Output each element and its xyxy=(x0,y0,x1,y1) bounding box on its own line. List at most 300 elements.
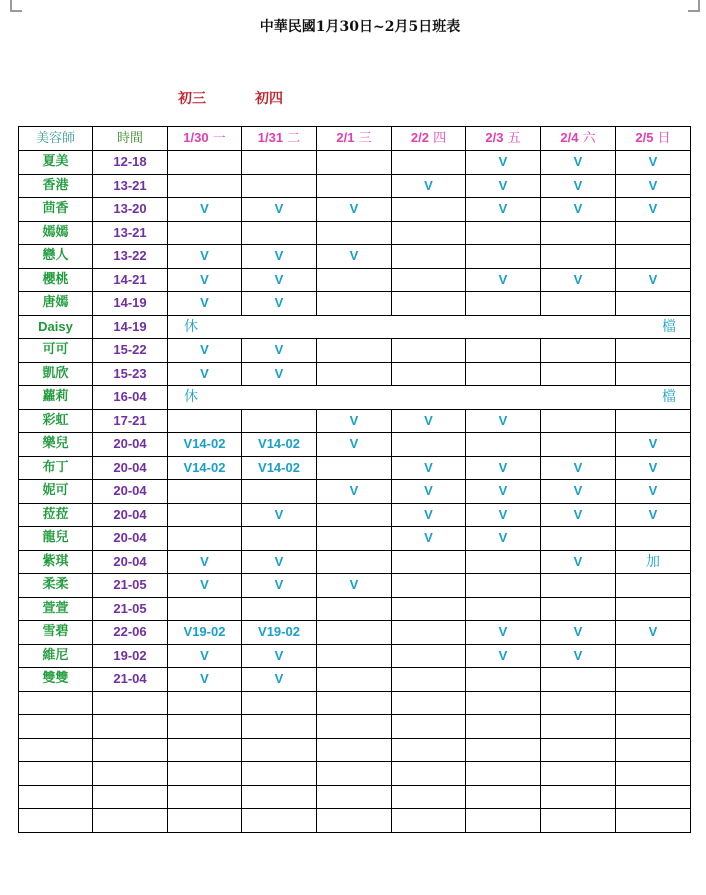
shift-cell xyxy=(168,503,242,527)
shift-time: 16-04 xyxy=(93,386,168,410)
shift-cell: V xyxy=(466,621,541,645)
shift-cell xyxy=(168,480,242,504)
shift-cell xyxy=(466,597,541,621)
shift-cell: V14-02 xyxy=(242,433,317,457)
leave-span xyxy=(168,315,691,339)
shift-time: 13-22 xyxy=(93,245,168,269)
shift-cell: V xyxy=(392,527,466,551)
shift-cell: V xyxy=(242,668,317,692)
empty-cell xyxy=(392,809,466,833)
shift-cell: V xyxy=(541,550,616,574)
shift-cell: V19-02 xyxy=(242,621,317,645)
table-row xyxy=(19,668,691,692)
shift-cell xyxy=(242,174,317,198)
empty-cell xyxy=(168,738,242,762)
shift-time: 15-23 xyxy=(93,362,168,386)
shift-cell xyxy=(317,456,392,480)
shift-cell xyxy=(541,409,616,433)
empty-cell xyxy=(616,738,691,762)
shift-cell: V xyxy=(242,503,317,527)
empty-cell xyxy=(541,809,616,833)
shift-cell: V xyxy=(541,503,616,527)
empty-cell xyxy=(317,809,392,833)
staff-name: 雙雙 xyxy=(19,668,93,692)
shift-time: 13-21 xyxy=(93,174,168,198)
shift-time: 14-19 xyxy=(93,315,168,339)
shift-cell: V xyxy=(541,174,616,198)
shift-cell: V xyxy=(317,574,392,598)
header-date-number: 2/2 xyxy=(410,130,429,145)
staff-name: 香港 xyxy=(19,174,93,198)
empty-cell xyxy=(93,691,168,715)
shift-cell xyxy=(392,198,466,222)
shift-time: 20-04 xyxy=(93,433,168,457)
shift-cell: V14-02 xyxy=(168,433,242,457)
header-time: 時間 xyxy=(93,127,168,151)
shift-cell xyxy=(466,550,541,574)
table-row xyxy=(19,221,691,245)
page-corner-mark-left xyxy=(10,0,22,12)
shift-cell: V xyxy=(616,151,691,175)
header-date-number: 1/30 xyxy=(183,130,209,145)
shift-cell xyxy=(168,597,242,621)
shift-cell: V xyxy=(168,292,242,316)
header-date-number: 2/3 xyxy=(485,130,504,145)
staff-name: 柔柔 xyxy=(19,574,93,598)
shift-cell xyxy=(616,409,691,433)
shift-cell xyxy=(317,621,392,645)
table-row xyxy=(19,409,691,433)
shift-time: 20-04 xyxy=(93,456,168,480)
shift-time: 21-05 xyxy=(93,574,168,598)
empty-cell xyxy=(392,691,466,715)
empty-cell xyxy=(242,762,317,786)
empty-cell xyxy=(19,715,93,739)
shift-cell: V xyxy=(317,433,392,457)
shift-cell xyxy=(616,527,691,551)
shift-cell: V xyxy=(541,644,616,668)
shift-cell xyxy=(616,644,691,668)
empty-cell xyxy=(93,738,168,762)
shift-cell: V xyxy=(466,268,541,292)
leave-span xyxy=(168,386,691,410)
shift-cell xyxy=(541,362,616,386)
staff-name: 可可 xyxy=(19,339,93,363)
empty-cell xyxy=(392,785,466,809)
shift-time: 12-18 xyxy=(93,151,168,175)
leave-end-label: 檔 xyxy=(662,389,676,405)
shift-cell xyxy=(317,597,392,621)
empty-cell xyxy=(541,785,616,809)
shift-cell xyxy=(541,433,616,457)
shift-cell xyxy=(168,527,242,551)
table-row xyxy=(19,480,691,504)
empty-cell xyxy=(168,691,242,715)
shift-cell: V xyxy=(317,245,392,269)
table-row xyxy=(19,644,691,668)
shift-cell: V xyxy=(317,480,392,504)
empty-cell xyxy=(466,785,541,809)
shift-cell: V xyxy=(168,574,242,598)
header-date-number: 2/4 xyxy=(560,130,579,145)
staff-name: 嫣嫣 xyxy=(19,221,93,245)
shift-cell xyxy=(242,480,317,504)
shift-cell xyxy=(242,409,317,433)
page-corner-mark-right xyxy=(688,0,700,12)
shift-cell: V xyxy=(168,245,242,269)
empty-cell xyxy=(242,738,317,762)
staff-name: 布丁 xyxy=(19,456,93,480)
shift-cell: V xyxy=(616,480,691,504)
shift-time: 21-04 xyxy=(93,668,168,692)
empty-cell xyxy=(242,691,317,715)
empty-cell xyxy=(392,762,466,786)
shift-cell xyxy=(317,527,392,551)
shift-cell: V xyxy=(616,456,691,480)
shift-cell xyxy=(242,151,317,175)
shift-cell: V xyxy=(616,198,691,222)
shift-cell: V xyxy=(541,268,616,292)
empty-cell xyxy=(466,691,541,715)
shift-cell xyxy=(541,292,616,316)
staff-name: 龍兒 xyxy=(19,527,93,551)
header-weekday: 六 xyxy=(582,131,596,146)
empty-cell xyxy=(616,809,691,833)
shift-cell xyxy=(541,527,616,551)
shift-cell: V xyxy=(392,174,466,198)
empty-cell xyxy=(466,762,541,786)
staff-name: 夏美 xyxy=(19,151,93,175)
shift-cell: V xyxy=(541,480,616,504)
header-date xyxy=(541,127,616,151)
shift-cell xyxy=(392,362,466,386)
shift-cell: V xyxy=(392,480,466,504)
shift-cell: V xyxy=(242,362,317,386)
staff-name: 萱萱 xyxy=(19,597,93,621)
empty-cell xyxy=(168,715,242,739)
empty-cell xyxy=(616,762,691,786)
shift-cell xyxy=(317,362,392,386)
header-date xyxy=(168,127,242,151)
table-row xyxy=(19,198,691,222)
empty-cell xyxy=(19,762,93,786)
shift-cell xyxy=(392,268,466,292)
shift-cell: V xyxy=(466,503,541,527)
shift-cell: V xyxy=(616,268,691,292)
empty-cell xyxy=(392,715,466,739)
shift-cell: V14-02 xyxy=(242,456,317,480)
shift-cell xyxy=(616,339,691,363)
shift-cell xyxy=(541,339,616,363)
table-row xyxy=(19,456,691,480)
shift-cell: V xyxy=(466,198,541,222)
shift-cell xyxy=(168,221,242,245)
table-row xyxy=(19,433,691,457)
shift-cell: V xyxy=(168,198,242,222)
staff-name: 唐嫣 xyxy=(19,292,93,316)
empty-cell xyxy=(93,809,168,833)
shift-cell xyxy=(466,339,541,363)
shift-cell: V xyxy=(242,245,317,269)
shift-cell: V xyxy=(242,644,317,668)
table-row xyxy=(19,339,691,363)
shift-cell xyxy=(392,245,466,269)
staff-name: 櫻桃 xyxy=(19,268,93,292)
empty-cell xyxy=(93,785,168,809)
shift-cell: V xyxy=(466,174,541,198)
shift-cell: V xyxy=(466,456,541,480)
empty-cell xyxy=(19,691,93,715)
staff-name: 彩虹 xyxy=(19,409,93,433)
header-weekday: 三 xyxy=(358,131,372,146)
staff-name: 菈菈 xyxy=(19,503,93,527)
shift-cell: V xyxy=(541,151,616,175)
shift-cell: V xyxy=(616,503,691,527)
table-row xyxy=(19,503,691,527)
empty-cell xyxy=(168,809,242,833)
empty-row xyxy=(19,785,691,809)
staff-name: 樂兒 xyxy=(19,433,93,457)
shift-time: 13-21 xyxy=(93,221,168,245)
shift-cell xyxy=(392,621,466,645)
shift-cell: V xyxy=(392,456,466,480)
header-date xyxy=(466,127,541,151)
shift-cell: V xyxy=(466,527,541,551)
shift-cell: V xyxy=(168,268,242,292)
shift-cell xyxy=(616,597,691,621)
empty-cell xyxy=(616,785,691,809)
shift-cell xyxy=(541,597,616,621)
shift-cell: V xyxy=(616,174,691,198)
table-row xyxy=(19,597,691,621)
leave-start-label: 休 xyxy=(184,389,198,405)
shift-cell: V xyxy=(541,198,616,222)
shift-cell xyxy=(616,574,691,598)
shift-cell xyxy=(317,221,392,245)
shift-time: 17-21 xyxy=(93,409,168,433)
shift-cell: V xyxy=(541,621,616,645)
shift-cell xyxy=(242,221,317,245)
table-row xyxy=(19,151,691,175)
empty-cell xyxy=(466,809,541,833)
shift-time: 20-04 xyxy=(93,503,168,527)
shift-cell: V xyxy=(317,409,392,433)
header-date-number: 2/5 xyxy=(635,130,654,145)
empty-row xyxy=(19,715,691,739)
shift-cell: V xyxy=(242,198,317,222)
leave-end-label: 檔 xyxy=(662,318,676,335)
shift-cell: 加 xyxy=(616,550,691,574)
shift-cell: V xyxy=(168,550,242,574)
shift-cell xyxy=(317,268,392,292)
table-row xyxy=(19,268,691,292)
header-date xyxy=(392,127,466,151)
shift-time: 22-06 xyxy=(93,621,168,645)
shift-cell xyxy=(616,221,691,245)
shift-cell xyxy=(392,221,466,245)
empty-cell xyxy=(541,691,616,715)
shift-time: 21-05 xyxy=(93,597,168,621)
shift-cell xyxy=(541,574,616,598)
shift-cell xyxy=(616,292,691,316)
staff-name: 雪碧 xyxy=(19,621,93,645)
shift-cell: V xyxy=(392,409,466,433)
shift-cell: V xyxy=(242,550,317,574)
shift-time: 15-22 xyxy=(93,339,168,363)
staff-name: 維尼 xyxy=(19,644,93,668)
table-row xyxy=(19,550,691,574)
header-row xyxy=(19,127,691,151)
shift-time: 20-04 xyxy=(93,550,168,574)
empty-cell xyxy=(242,809,317,833)
shift-cell: V xyxy=(242,292,317,316)
shift-cell: V xyxy=(616,433,691,457)
schedule-table xyxy=(18,126,691,833)
shift-cell: V xyxy=(317,198,392,222)
table-row xyxy=(19,527,691,551)
shift-cell xyxy=(392,668,466,692)
staff-name: 凱欣 xyxy=(19,362,93,386)
shift-cell xyxy=(466,245,541,269)
table-row xyxy=(19,362,691,386)
header-weekday: 四 xyxy=(433,131,447,146)
shift-cell xyxy=(317,292,392,316)
lunar-label-2: 初四 xyxy=(255,91,283,107)
shift-cell: V xyxy=(466,480,541,504)
header-name: 美容師 xyxy=(19,127,93,151)
shift-cell: V xyxy=(466,151,541,175)
header-date-number: 1/31 xyxy=(257,130,284,145)
shift-cell xyxy=(317,644,392,668)
empty-row xyxy=(19,809,691,833)
shift-cell xyxy=(168,151,242,175)
shift-cell xyxy=(466,221,541,245)
shift-cell: V14-02 xyxy=(168,456,242,480)
document-title: 中華民國1月30日~2月5日班表 xyxy=(259,19,461,35)
shift-cell xyxy=(392,433,466,457)
empty-cell xyxy=(19,809,93,833)
empty-cell xyxy=(392,738,466,762)
empty-cell xyxy=(616,715,691,739)
table-row xyxy=(19,292,691,316)
shift-cell: V xyxy=(392,503,466,527)
empty-cell xyxy=(317,785,392,809)
empty-cell xyxy=(168,762,242,786)
header-weekday: 日 xyxy=(657,131,671,146)
shift-cell xyxy=(317,151,392,175)
header-weekday: 一 xyxy=(212,131,226,146)
shift-cell xyxy=(317,339,392,363)
shift-cell xyxy=(466,574,541,598)
empty-cell xyxy=(317,691,392,715)
empty-row xyxy=(19,738,691,762)
staff-name: 茴香 xyxy=(19,198,93,222)
shift-time: 20-04 xyxy=(93,480,168,504)
empty-cell xyxy=(19,785,93,809)
shift-cell xyxy=(392,292,466,316)
shift-cell xyxy=(466,292,541,316)
shift-cell xyxy=(392,550,466,574)
empty-row xyxy=(19,762,691,786)
empty-cell xyxy=(616,691,691,715)
header-date xyxy=(317,127,392,151)
shift-cell xyxy=(392,644,466,668)
shift-cell: V xyxy=(242,574,317,598)
shift-time: 14-21 xyxy=(93,268,168,292)
empty-cell xyxy=(317,762,392,786)
shift-cell xyxy=(317,174,392,198)
header-date xyxy=(616,127,691,151)
shift-cell xyxy=(616,362,691,386)
staff-name: 妮可 xyxy=(19,480,93,504)
shift-cell: V xyxy=(168,339,242,363)
empty-cell xyxy=(541,738,616,762)
leave-start-label: 休 xyxy=(184,318,198,335)
shift-cell xyxy=(541,668,616,692)
shift-cell: V xyxy=(168,644,242,668)
shift-cell xyxy=(466,668,541,692)
staff-name: 蘿莉 xyxy=(19,386,93,410)
empty-cell xyxy=(93,762,168,786)
header-weekday: 二 xyxy=(287,131,301,146)
empty-cell xyxy=(19,738,93,762)
table-row xyxy=(19,386,691,410)
table-row xyxy=(19,174,691,198)
shift-cell: V xyxy=(168,668,242,692)
shift-cell: V xyxy=(466,409,541,433)
shift-cell: V xyxy=(242,268,317,292)
table-row xyxy=(19,621,691,645)
shift-cell xyxy=(466,362,541,386)
empty-cell xyxy=(242,715,317,739)
empty-row xyxy=(19,691,691,715)
staff-name: 紫琪 xyxy=(19,550,93,574)
shift-cell: V xyxy=(616,621,691,645)
shift-cell xyxy=(392,597,466,621)
shift-cell xyxy=(317,503,392,527)
shift-cell: V xyxy=(168,362,242,386)
shift-cell: V xyxy=(541,456,616,480)
header-weekday: 五 xyxy=(507,131,521,146)
shift-cell xyxy=(392,339,466,363)
empty-cell xyxy=(168,785,242,809)
empty-cell xyxy=(466,738,541,762)
empty-cell xyxy=(93,715,168,739)
empty-cell xyxy=(242,785,317,809)
empty-cell xyxy=(317,715,392,739)
lunar-label-1: 初三 xyxy=(178,91,206,107)
shift-time: 14-19 xyxy=(93,292,168,316)
shift-cell xyxy=(168,409,242,433)
empty-cell xyxy=(541,715,616,739)
header-date-number: 2/1 xyxy=(336,130,355,145)
shift-cell xyxy=(392,574,466,598)
table-row xyxy=(19,574,691,598)
empty-cell xyxy=(541,762,616,786)
table-row xyxy=(19,315,691,339)
shift-cell xyxy=(168,174,242,198)
shift-cell: V xyxy=(466,644,541,668)
table-row xyxy=(19,245,691,269)
shift-cell: V xyxy=(242,339,317,363)
shift-cell xyxy=(616,668,691,692)
shift-cell xyxy=(541,245,616,269)
shift-cell: V19-02 xyxy=(168,621,242,645)
staff-name: 戀人 xyxy=(19,245,93,269)
shift-cell xyxy=(242,527,317,551)
shift-time: 13-20 xyxy=(93,198,168,222)
shift-cell xyxy=(317,668,392,692)
